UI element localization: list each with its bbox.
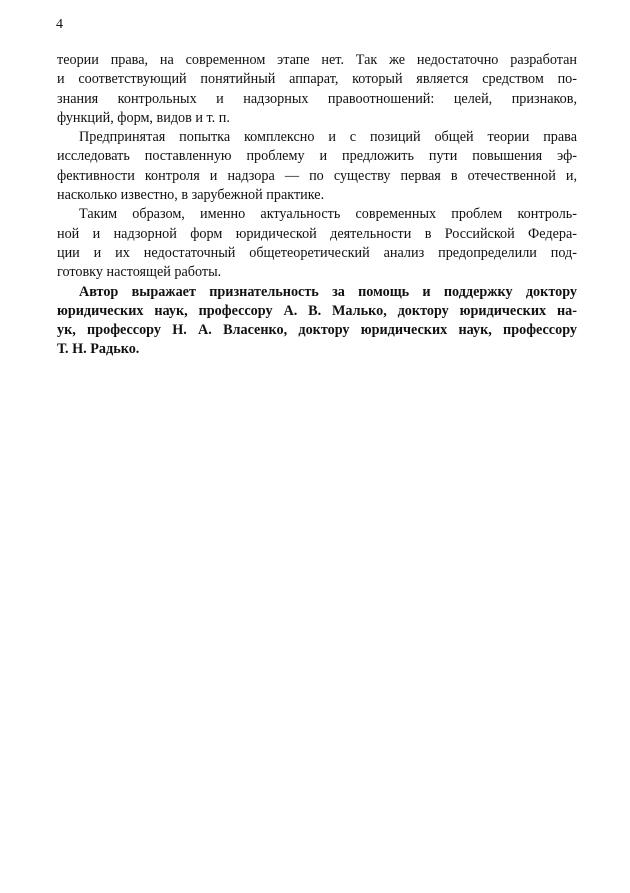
paragraph-3 <box>57 205 577 282</box>
text-line: функций, форм, видов и т. п. <box>57 109 230 126</box>
text-line: теории права, на современном этапе нет. Так же недостаточно разработан <box>57 52 577 68</box>
text-line: знания контрольных и надзорных правоотношений: целей, признаков, <box>57 90 577 107</box>
text-line: юридических наук, профессору А. В. Малько, доктору юридических на- <box>57 302 577 319</box>
text-line: ции и их недостаточный общетеоретический анализ предопределили под- <box>57 244 577 261</box>
text-line: Предпринятая попытка комплексно и с позиций общей теории права <box>79 129 577 146</box>
text-line: Таким образом, именно актуальность современных проблем контроль- <box>79 206 577 223</box>
text-line: Т. Н. Радько. <box>57 341 140 358</box>
paragraph-4 <box>57 283 577 360</box>
text-line: и соответствующий понятийный аппарат, который является средством по- <box>57 71 577 88</box>
body-text <box>57 51 577 360</box>
text-line: Автор выражает признательность за помощь и поддержку доктору <box>79 283 577 300</box>
paragraph-1 <box>57 51 577 128</box>
text-line: исследовать поставленную проблему и предложить пути повышения эф- <box>57 148 577 165</box>
text-line: фективности контроля и надзора — по существу первая в отечественной и, <box>57 167 577 184</box>
text-line: ной и надзорной форм юридической деятельности в Российской Федера- <box>57 225 577 242</box>
page-number: 4 <box>56 17 63 32</box>
text-line: насколько известно, в зарубежной практике. <box>57 187 325 204</box>
text-line: готовку настоящей работы. <box>57 264 222 281</box>
text-line: ук, профессору Н. А. Власенко, доктору юридических наук, профессору <box>57 322 577 339</box>
paragraph-2 <box>57 128 577 205</box>
